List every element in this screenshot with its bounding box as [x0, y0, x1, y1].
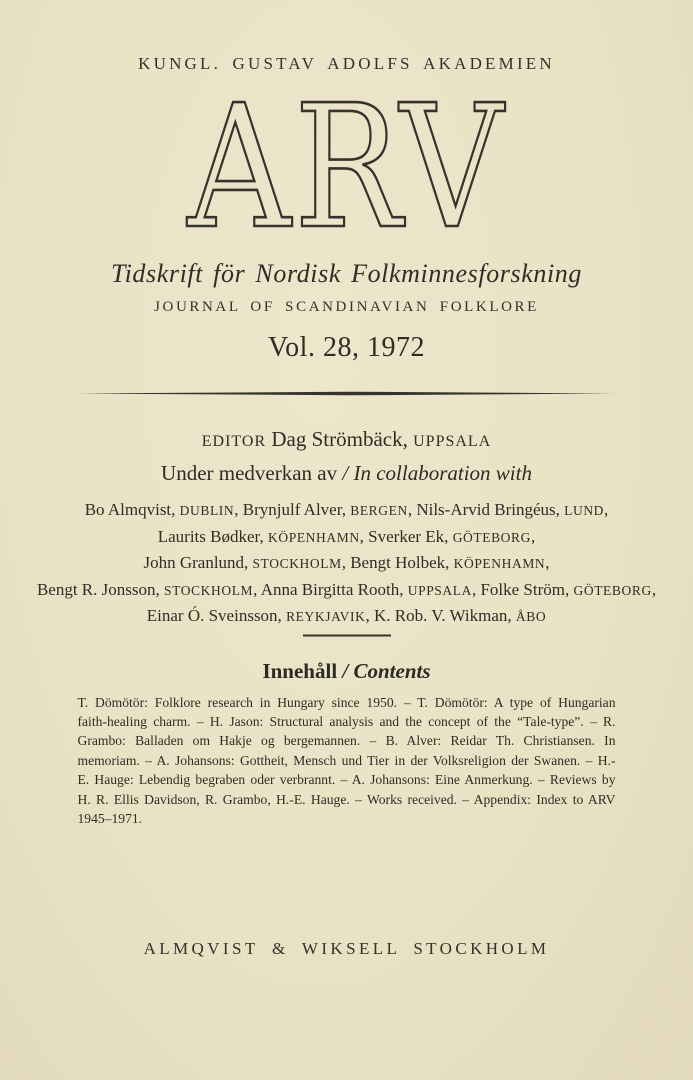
city-name-smallcaps: UPPSALA	[407, 582, 472, 598]
collaboration-intro	[0, 459, 693, 487]
city-name-smallcaps: GÖTEBORG	[452, 529, 531, 545]
collaborator-name: Bengt R. Jonsson,	[36, 579, 164, 599]
subtitle-english: JOURNAL OF SCANDINAVIAN FOLKLORE	[154, 299, 539, 315]
editor-line	[0, 426, 693, 455]
collaborator-line	[0, 524, 693, 551]
city-name-smallcaps: REYKJAVIK	[286, 609, 366, 624]
editor-city: UPPSALA	[413, 433, 492, 450]
collaborator-name: , Folke Ström,	[471, 579, 574, 599]
collaboration-intro-swedish: Under medverkan av	[161, 461, 338, 485]
collaborator-line	[0, 577, 693, 604]
collaborator-line	[0, 603, 693, 630]
contents-heading-separator: /	[342, 658, 349, 683]
collaborator-name: ,	[545, 553, 550, 572]
collaborator-name: , Bengt Holbek,	[341, 553, 454, 572]
logo-text-arv: ARV	[187, 68, 506, 268]
collaborator-name: John Granlund,	[143, 553, 253, 572]
subtitle-swedish: Tidskrift för Nordisk Folkminnesforskning	[110, 259, 583, 288]
collaborator-name: ,	[531, 526, 536, 546]
city-name-smallcaps: KÖPENHAMN	[453, 556, 546, 571]
collaboration-intro-separator: /	[342, 461, 349, 485]
city-name-smallcaps: STOCKHOLM	[252, 556, 342, 571]
journal-logo	[137, 68, 557, 268]
collaborator-name: Einar Ó. Sveinsson,	[146, 606, 287, 625]
city-name-smallcaps: BERGEN	[350, 503, 408, 518]
collaboration-intro-english: In collaboration with	[353, 461, 532, 485]
collaborator-name: ,	[651, 579, 657, 599]
publisher-imprint: ALMQVIST & WIKSELL STOCKHOLM	[143, 939, 550, 958]
city-name-smallcaps: ÅBO	[515, 609, 547, 624]
collaborator-name: , Anna Birgitta Rooth,	[253, 579, 408, 599]
editor-name: Dag Strömbäck,	[271, 427, 408, 451]
collaborator-name: , Brynjulf Alver,	[234, 500, 351, 519]
short-rule-divider	[303, 634, 391, 637]
editor-label: EDITOR	[201, 433, 267, 450]
contents-heading-english: Contents	[353, 658, 431, 683]
collaborator-line	[0, 550, 693, 577]
volume-year: Vol. 28, 1972	[268, 332, 425, 363]
collaborator-name: Laurits Bødker,	[157, 526, 269, 546]
collaborator-name: , Nils-Arvid Bringéus,	[407, 500, 565, 519]
city-name-smallcaps: LUND	[564, 503, 605, 518]
city-name-smallcaps: GÖTEBORG	[573, 582, 652, 598]
contents-summary-paragraph: T. Dömötör: Folklore research in Hungary since 1950. – T. Dömötör: A type of Hungarian faith-healing charm. – H. Jason: Structural analysis and the concept of the “Tale-type”. – R. Grambo: Balladen om Hakje og bergemannen. – B. Alver: Reidar Th. Christiansen. In memoriam. – A. Johansons: Gottheit, Mensch und Tier in der Volksreligion der Swanen. – H.-E. Hauge: Lebendig begraben oder verbrannt. – A. Johansons: Eine Anmerkung. – Reviews by H. R. Ellis Davidson, R. Grambo, H.-E. Hauge. – Works received. – Appendix: Index to ARV 1945–1971.	[77, 694, 616, 826]
collaborator-name: Bo Almqvist,	[84, 500, 180, 519]
city-name-smallcaps: STOCKHOLM	[163, 582, 254, 598]
academy-name: KUNGL. GUSTAV ADOLFS AKADEMIEN	[138, 54, 555, 73]
collaborator-name: , K. Rob. V. Wikman,	[365, 606, 516, 625]
collaborator-line	[0, 497, 693, 524]
city-name-smallcaps: KÖPENHAMN	[268, 529, 360, 545]
contents-heading-swedish: Innehåll	[262, 658, 338, 683]
city-name-smallcaps: DUBLIN	[179, 503, 235, 518]
collaborator-name: ,	[604, 500, 609, 519]
contents-heading	[0, 658, 693, 684]
collaborator-name: , Sverker Ek,	[359, 526, 453, 546]
collaborators-list	[0, 497, 693, 630]
swelled-rule-divider	[78, 391, 616, 396]
